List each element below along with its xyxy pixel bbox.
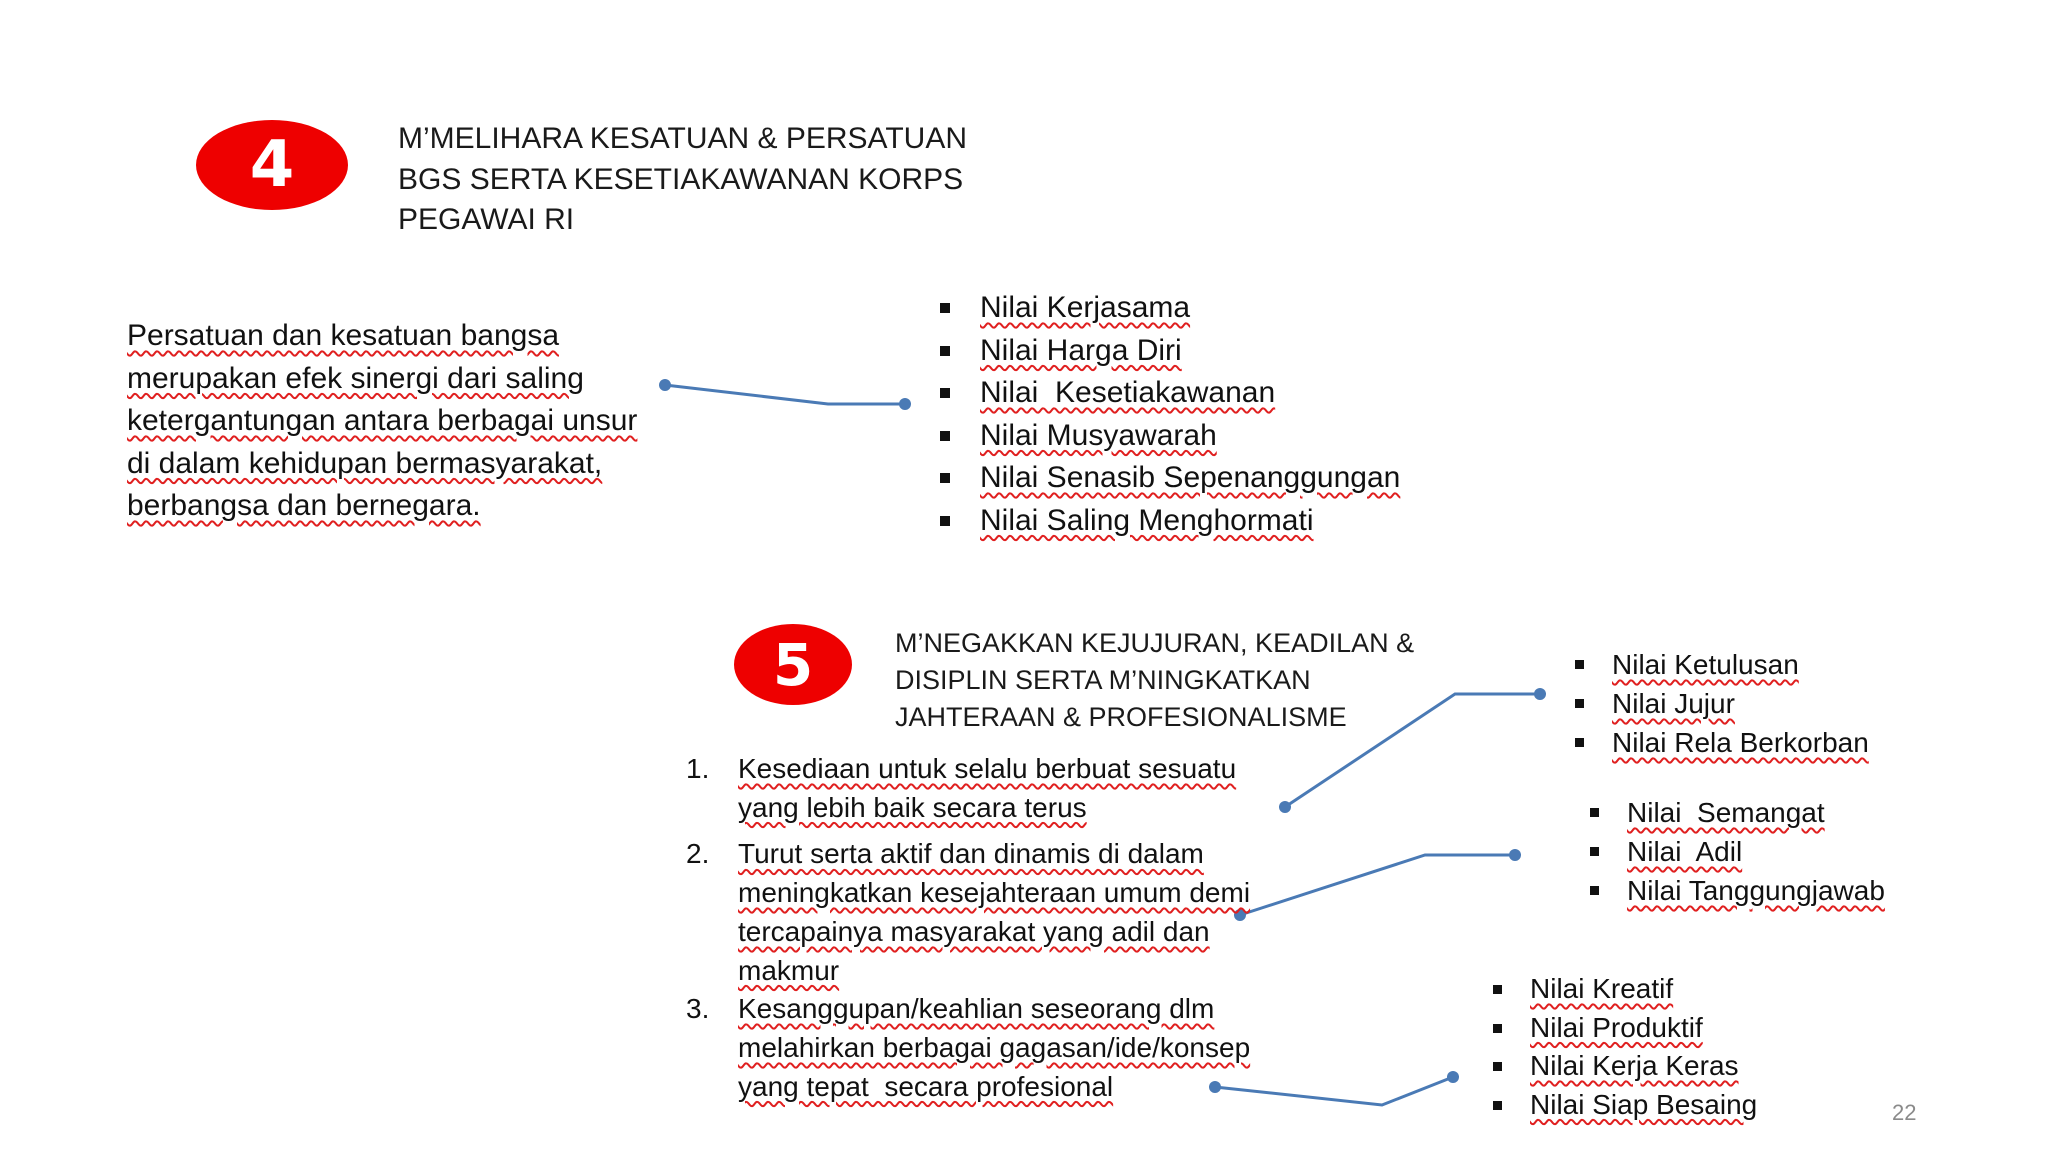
value-label: Nilai Jujur bbox=[1612, 688, 1735, 719]
section5-number: 5 bbox=[772, 630, 814, 699]
connector-item3 bbox=[1215, 1077, 1453, 1105]
page-number: 22 bbox=[1892, 1100, 1917, 1125]
item-number: 2. bbox=[686, 838, 710, 870]
value-label: Nilai Siap Besaing bbox=[1530, 1088, 1758, 1120]
list-item bbox=[940, 330, 1400, 373]
item-line: tercapainya masyarakat yang adil dan bbox=[738, 915, 1210, 947]
paragraph-line: berbangsa dan bernegara. bbox=[127, 489, 481, 522]
list-item bbox=[1493, 970, 1757, 1009]
connector-item2 bbox=[1240, 855, 1515, 915]
item-line: Kesanggupan/keahlian seseorang dlm bbox=[738, 993, 1215, 1025]
heading-line: JAHTERAAN & PROFESIONALISME bbox=[895, 702, 1347, 732]
section5-number-badge bbox=[734, 624, 852, 705]
list-item bbox=[1493, 1047, 1757, 1086]
item-number: 3. bbox=[686, 993, 710, 1025]
value-label: Nilai Produktif bbox=[1530, 1011, 1703, 1043]
item-line: Turut serta aktif dan dinamis di dalam bbox=[738, 838, 1204, 870]
section4-number: 4 bbox=[249, 128, 295, 202]
square-bullet-icon bbox=[1493, 985, 1502, 994]
value-label: Nilai Kerjasama bbox=[980, 291, 1191, 324]
item-line: yang lebih baik secara terus bbox=[738, 791, 1087, 823]
list-item bbox=[1575, 684, 1869, 723]
square-bullet-icon bbox=[1590, 808, 1599, 817]
paragraph-line: ketergantungan antara berbagai unsur bbox=[127, 404, 638, 437]
square-bullet-icon bbox=[1493, 1062, 1502, 1071]
value-label: Nilai Kreatif bbox=[1530, 973, 1674, 1004]
connector-dot bbox=[1447, 1071, 1459, 1083]
value-label: Nilai Harga Diri bbox=[980, 333, 1182, 367]
value-label: Nilai Semangat bbox=[1627, 797, 1825, 828]
item-line: makmur bbox=[738, 954, 840, 986]
value-label: Nilai Kerja Keras bbox=[1530, 1050, 1739, 1081]
square-bullet-icon bbox=[940, 516, 950, 526]
square-bullet-icon bbox=[1590, 847, 1599, 856]
square-bullet-icon bbox=[1590, 886, 1599, 895]
value-label: Nilai Rela Berkorban bbox=[1612, 727, 1869, 758]
value-label: Nilai Musyawarah bbox=[980, 418, 1217, 452]
square-bullet-icon bbox=[1575, 738, 1584, 747]
list-item bbox=[940, 457, 1400, 500]
connector-section4 bbox=[665, 385, 905, 404]
list-item bbox=[1575, 645, 1869, 684]
value-label: Nilai Ketulusan bbox=[1612, 649, 1799, 680]
heading-line: DISIPLIN SERTA M’NINGKATKAN bbox=[895, 665, 1311, 695]
value-label: Nilai Saling Menghormati bbox=[980, 503, 1314, 537]
square-bullet-icon bbox=[940, 473, 950, 483]
section5-values-group3 bbox=[1493, 970, 1757, 1124]
list-item bbox=[1493, 1009, 1757, 1048]
square-bullet-icon bbox=[1575, 699, 1584, 708]
item-line: Kesediaan untuk selalu berbuat sesuatu bbox=[738, 753, 1237, 784]
square-bullet-icon bbox=[1493, 1024, 1502, 1033]
list-item bbox=[940, 372, 1400, 415]
section4-number-badge bbox=[196, 120, 348, 210]
list-item bbox=[1590, 871, 1885, 910]
paragraph-line: di dalam kehidupan bermasyarakat, bbox=[127, 446, 603, 480]
square-bullet-icon bbox=[940, 431, 950, 441]
list-item bbox=[1575, 723, 1869, 762]
list-item bbox=[1590, 832, 1885, 871]
connector-dot bbox=[1279, 801, 1291, 813]
heading-line: M’MELIHARA KESATUAN & PERSATUAN bbox=[398, 122, 968, 155]
paragraph-line: merupakan efek sinergi dari saling bbox=[127, 361, 584, 395]
value-label: Nilai Kesetiakawanan bbox=[980, 376, 1276, 409]
list-item bbox=[686, 835, 1250, 990]
list-item bbox=[686, 990, 1250, 1106]
list-item bbox=[686, 750, 1250, 827]
list-item bbox=[940, 287, 1400, 330]
square-bullet-icon bbox=[1575, 660, 1584, 669]
list-item bbox=[1590, 793, 1885, 832]
list-item bbox=[940, 415, 1400, 458]
section4-values-list bbox=[940, 287, 1400, 542]
heading-line: BGS SERTA KESETIAKAWANAN KORPS bbox=[398, 162, 964, 196]
value-label: Nilai Adil bbox=[1627, 836, 1743, 867]
square-bullet-icon bbox=[940, 346, 950, 356]
value-label: Nilai Tanggungjawab bbox=[1627, 875, 1885, 906]
item-number: 1. bbox=[686, 753, 710, 784]
heading-line: M’NEGAKKAN KEJUJURAN, KEADILAN & bbox=[895, 628, 1415, 658]
value-label: Nilai Senasib Sepenanggungan bbox=[980, 461, 1401, 494]
paragraph-line: Persatuan dan kesatuan bangsa bbox=[127, 319, 559, 352]
section5-numbered-list bbox=[686, 750, 1250, 1106]
section5-values-group1 bbox=[1575, 645, 1869, 762]
heading-line: PEGAWAI RI bbox=[398, 203, 575, 236]
section5-heading bbox=[895, 625, 1414, 736]
item-line: meningkatkan kesejahteraan umum demi bbox=[738, 877, 1251, 909]
item-line: melahirkan berbagai gagasan/ide/konsep bbox=[738, 1031, 1251, 1063]
connector-dot bbox=[1509, 849, 1521, 861]
connector-dot bbox=[1534, 688, 1546, 700]
section5-values-group2 bbox=[1590, 793, 1885, 910]
connector-dot bbox=[899, 398, 911, 410]
square-bullet-icon bbox=[940, 303, 950, 313]
connector-dot bbox=[659, 379, 671, 391]
item-line: yang tepat secara profesional bbox=[738, 1070, 1114, 1102]
list-item bbox=[1493, 1086, 1757, 1125]
square-bullet-icon bbox=[940, 388, 950, 398]
list-item bbox=[940, 500, 1400, 543]
square-bullet-icon bbox=[1493, 1101, 1502, 1110]
section4-paragraph bbox=[127, 315, 637, 528]
section4-heading bbox=[398, 119, 967, 241]
